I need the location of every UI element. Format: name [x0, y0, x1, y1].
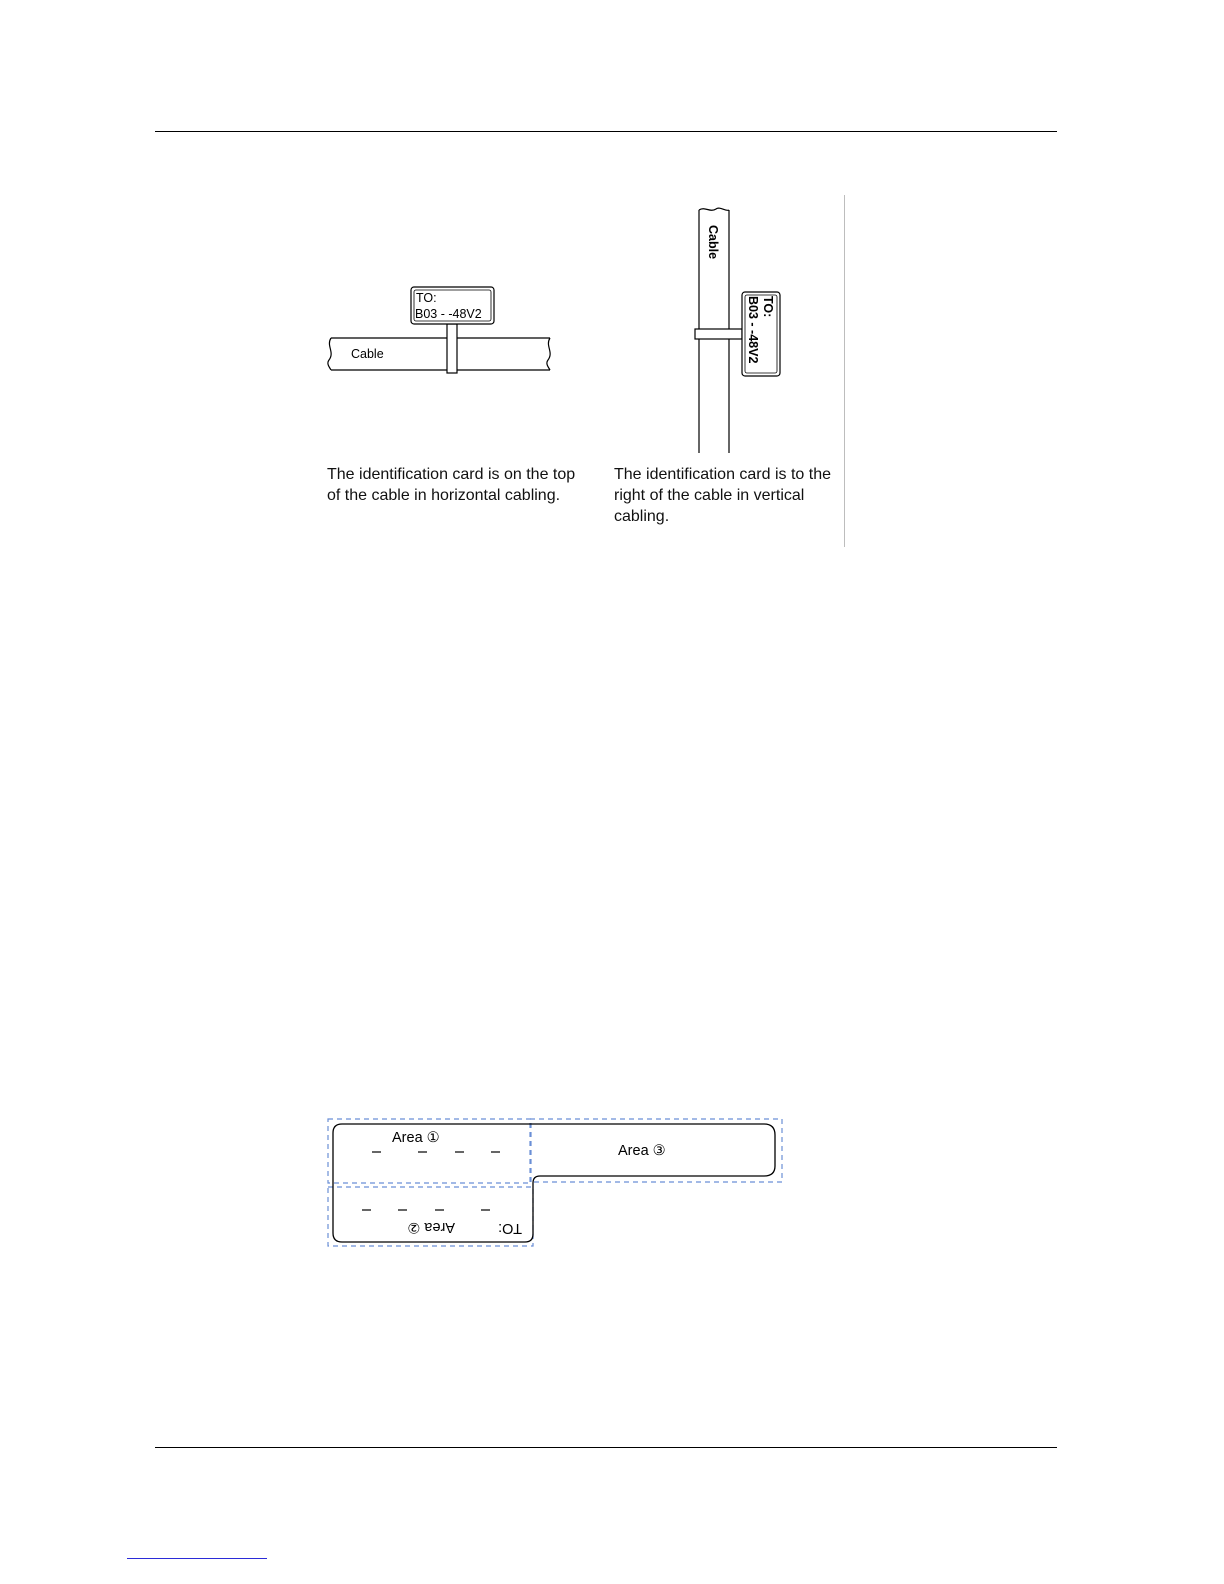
horizontal-caption: The identification card is on the top of the cable in horizontal cabling.: [327, 466, 576, 504]
area3-label: Area ③: [618, 1143, 666, 1159]
label-layout-diagram: [328, 1119, 782, 1246]
footer-rule: [155, 1447, 1057, 1448]
horizontal-card-line2: B03 - -48V2: [415, 307, 482, 321]
area1-outline: [328, 1119, 531, 1183]
area2-to-label: TO:: [498, 1220, 522, 1236]
vertical-cable-illustration: [695, 208, 780, 453]
area2-outline: [328, 1187, 533, 1246]
area2-label: Area ②: [407, 1219, 455, 1235]
vertical-cable-label: Cable: [706, 225, 720, 260]
horizontal-cable-illustration: [328, 287, 550, 373]
area1-label: Area ①: [392, 1130, 440, 1146]
figure-divider: [844, 195, 845, 547]
vertical-card-line1: TO:: [761, 296, 775, 318]
vertical-card-line2: B03 - -48V2: [746, 296, 760, 364]
footnote-separator: [127, 1558, 267, 1559]
horizontal-card-line1: TO:: [416, 291, 437, 305]
horizontal-cable-label: Cable: [351, 347, 384, 361]
vertical-caption: The identification card is to the right of the cable in vertical cabling.: [614, 466, 832, 525]
